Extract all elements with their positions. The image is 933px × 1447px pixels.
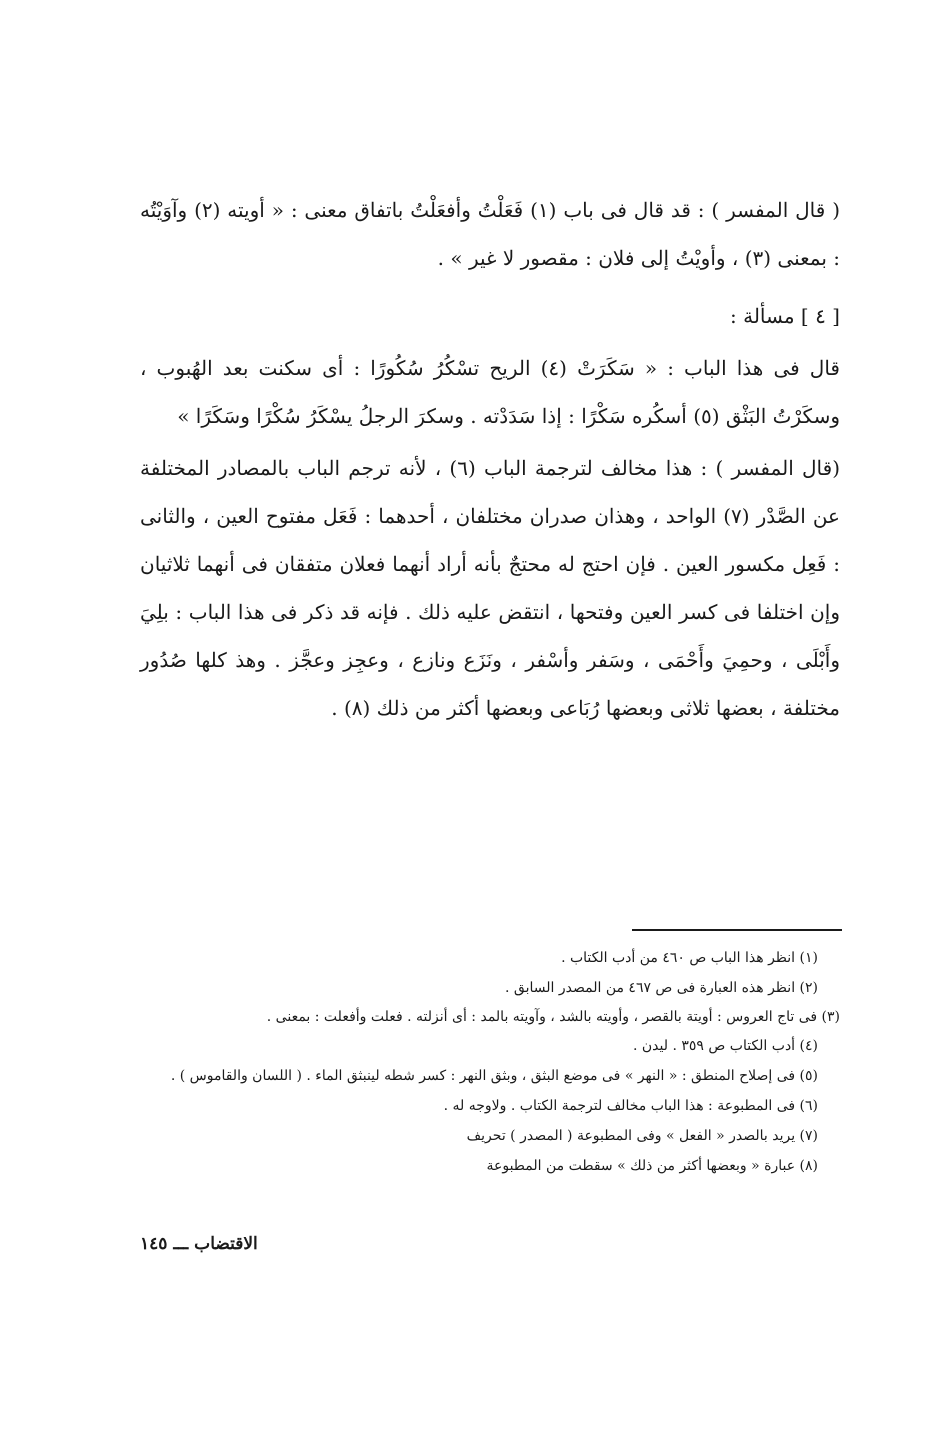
footnote-6: (٦) فى المطبوعة : هذا الباب مخالف لترجمة الكتاب . ولاوجه له . bbox=[443, 1098, 818, 1114]
paragraph-1: ( قال المفسر ) : قد قال فى باب (١) فَعَلْتُ وأفعَلْتُ باتفاق معنى : « أويته (٢) وآوَيْتُه : بمعنى (٣) ، وأويْتُ إلى فلان : مقصور لا غير » . bbox=[140, 198, 841, 270]
footnote-5: (٥) فى إصلاح المنطق : « النهر » فى موضع البثق ، وبثق النهر : كسر شطه لينبثق الماء . ( اللسان والقاموس ) . bbox=[170, 1068, 818, 1084]
footnote-divider bbox=[632, 929, 842, 931]
paragraph-2: قال فى هذا الباب : « سَكَرَتْ (٤) الريح تسْكُرُ سُكُورًا : أى سكنت بعد الهُبوب ، وسكَرْتُ البَثْق (٥) أسكُره سَكْرًا : إذا سَدَدْته . وسكرَ الرجلُ يسْكَرُ سُكْرًا وسَكَرًا » bbox=[140, 356, 840, 428]
section-heading: [ ٤ ] مسألة : bbox=[730, 304, 840, 328]
page-footer: الاقتضاب ـــ ١٤٥ bbox=[140, 1234, 258, 1254]
footnote-7: (٧) يريد بالصدر « الفعل » وفى المطبوعة ( المصدر ) تحريف bbox=[466, 1128, 818, 1144]
footnote-2: (٢) انظر هذه العبارة فى ص ٤٦٧ من المصدر السابق . bbox=[505, 980, 818, 996]
paragraph-3: (قال المفسر ) : هذا مخالف لترجمة الباب (٦) ، لأنه ترجم الباب بالمصادر المختلفة عن الصَّدْر (٧) الواحد ، وهذان صدران مختلفان ، أحدهما : فَعَل مفتوح العين ، والثانى : فَعِل مكسور العين . فإن احتج له محتجٌ بأنه أراد أنهما فعلان متفقان فى أنهما ثلاثيان وإن اختلفا فى كسر العين وفتحها ، انتقض عليه ذلك . فإنه قد ذكر فى هذا الباب : بلِيَ وأَبْلَى ، وحمِيَ وأَحْمَى ، وسَفر وأسْفر ، ونَزَع ونازع ، وعجِز وعجَّز . وهذ كلها صُدُور مختلفة ، بعضها ثلاثى وبعضها رُبَاعى وبعضها أكثر من ذلك (٨) . bbox=[140, 456, 840, 720]
footnote-8: (٨) عبارة « وبعضها أكثر من ذلك » سقطت من المطبوعة bbox=[486, 1158, 818, 1174]
footnotes-list bbox=[140, 943, 840, 1181]
footnote-1: (١) انظر هذا الباب ص ٤٦٠ من أدب الكتاب . bbox=[561, 950, 818, 966]
main-text bbox=[140, 186, 840, 732]
footnote-4: (٤) أدب الكتاب ص ٣٥٩ . ليدن . bbox=[633, 1038, 818, 1054]
footnote-3: (٣) فى تاج العروس : أويتة بالقصر ، وأويته بالشد ، وآويته بالمد : أى أنزلته . فعلت وأفعلت : بمعنى . bbox=[266, 1009, 840, 1025]
